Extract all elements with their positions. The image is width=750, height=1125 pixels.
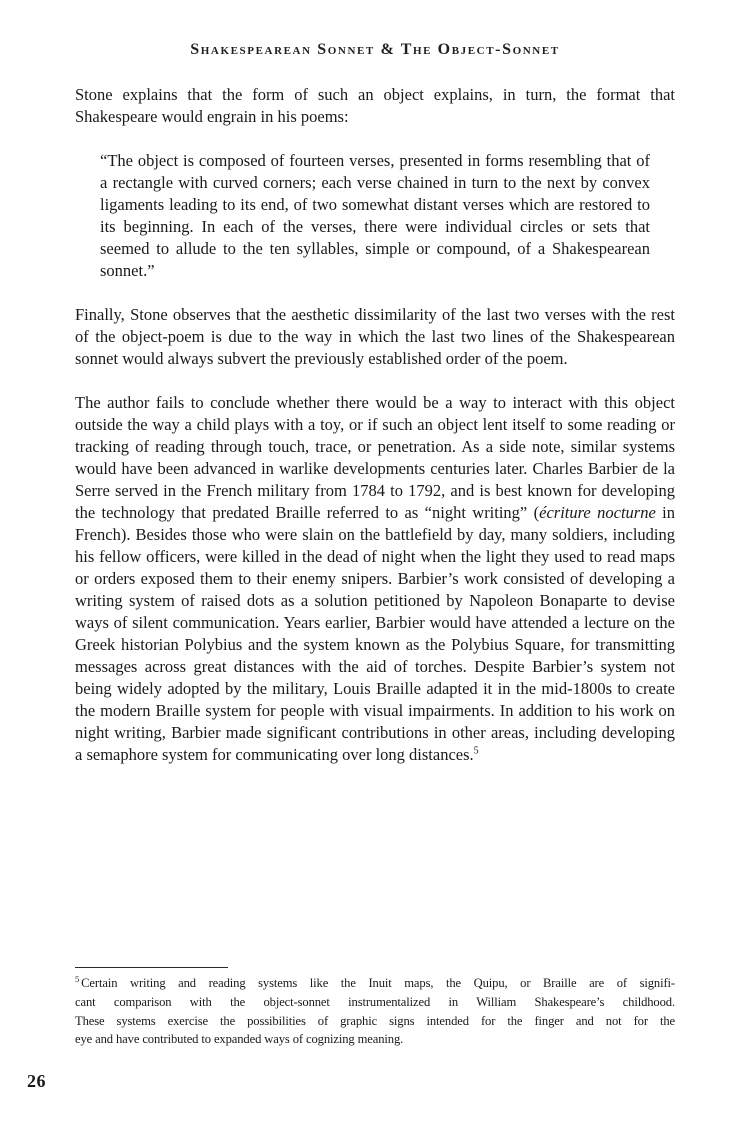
- paragraph-barbier-text: The author fails to conclude whether there would be a way to interact with this object outside the way a child plays with a toy, or if such an object lent itself to some reading or tracking of reading through touch, trace, or penetration. As a side note, similar systems would have been advanced in warlike developments centuries later. Charles Barbier de la Serre served in the French military from 1784 to 1792, and is best known for developing the technology that predated Braille referred to as “night writing” (: [75, 393, 675, 522]
- footnote-marker-5: 5: [75, 973, 80, 984]
- paragraph-barbier: [75, 392, 675, 766]
- french-term-italic: écriture nocturne: [539, 503, 656, 522]
- page-body: [75, 84, 675, 766]
- running-header: Shakespearean Sonnet & The Object-Sonnet: [190, 41, 560, 58]
- block-quote: “The object is composed of fourteen verses, presented in forms resembling that of a rectangle with curved corners; each verse chained in turn to the next by convex ligaments leading to its end, of two somewhat distant verses which are restored to its beginning. In each of the verses, there were individual circles or sets that seemed to allude to the ten syllables, simple or compound, of a Shakespearean sonnet.”: [100, 151, 650, 280]
- footnote-line-4: eye and have contributed to expanded ways of cognizing meaning.: [75, 1032, 404, 1047]
- paragraph-stone-observes: Finally, Stone observes that the aesthetic dissimilarity of the last two verses with the rest of the object-poem is due to the way in which the last two lines of the Shakespearean sonnet would always subvert the previously established order of the poem.: [75, 305, 675, 368]
- footnote-line-1-text: Certain writing and reading systems like the Inuit maps, the Quipu, or Braille are of signifi-: [81, 976, 675, 990]
- footnote-separator-rule: [75, 967, 228, 968]
- paragraph-barbier-text-continued: in French). Besides those who were slain on the battlefield by day, many soldiers, including his fellow officers, were killed in the dead of night when the light they used to read maps or orders exposed them to their enemy snipers. Barbier’s work consisted of developing a writing system of raised dots as a solution petitioned by Napoleon Bonaparte to devise ways of silent communication. Years earlier, Barbier would have attended a lecture on the Greek historian Polybius and the system known as the Polybius Square, for transmitting messages across great distances with the aid of torches. Despite Barbier’s system not being widely adopted by the military, Louis Braille adapted it in the mid-1800s to create the modern Braille system for people with visual impairments. In addition to his work on night writing, Barbier made significant contributions in other areas, including developing a semaphore system for communicating over long distances.: [75, 503, 676, 764]
- footnote: [75, 974, 675, 1049]
- paragraph-intro: Stone explains that the form of such an object explains, in turn, the format that Shakespeare would engrain in his poems:: [75, 85, 675, 126]
- footnote-line-1: [75, 974, 675, 993]
- footnote-line-3: These systems exercise the possibilities of graphic signs intended for the finger and not for the: [75, 1013, 675, 1028]
- footnote-reference-5: 5: [473, 745, 479, 757]
- footnote-line-2: cant comparison with the object-sonnet instrumentalized in William Shakespeare’s childhood.: [75, 994, 675, 1009]
- footnote-block: [75, 967, 675, 1049]
- page-number: 26: [27, 1071, 46, 1091]
